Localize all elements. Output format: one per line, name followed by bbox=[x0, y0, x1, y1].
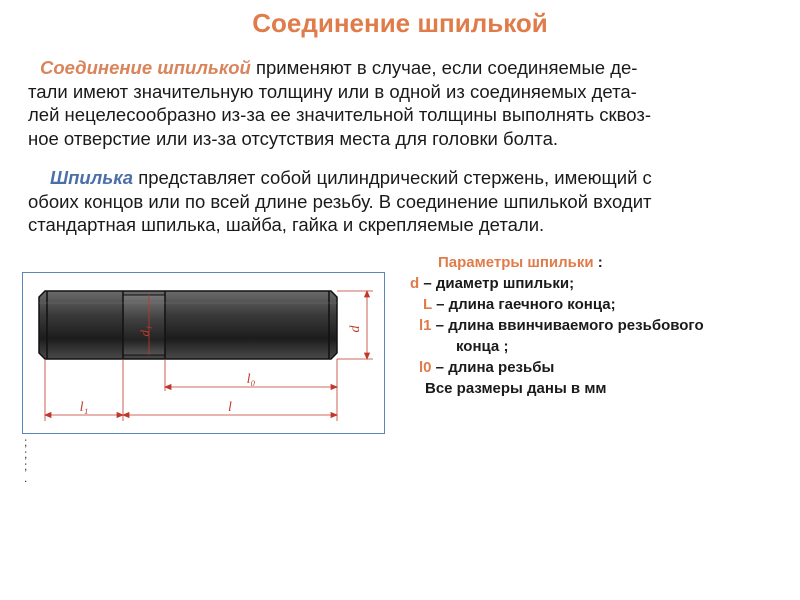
label-l1: l₁ bbox=[79, 400, 89, 415]
label-l0: l₀ bbox=[246, 372, 256, 387]
label-d1: d₁ bbox=[137, 325, 152, 337]
paragraph-line bbox=[28, 166, 778, 190]
punctuation-mark: . bbox=[24, 471, 28, 485]
paragraph-line: лей нецелесообразно из-за ее значительной толщины выполнять сквоз- bbox=[28, 104, 651, 125]
legend-text: – длина ввинчиваемого резьбового bbox=[431, 317, 704, 334]
label-d: d bbox=[348, 325, 363, 333]
legend-item-d bbox=[395, 273, 795, 294]
stud-body bbox=[39, 291, 337, 359]
paragraph-line bbox=[28, 56, 778, 80]
punctuation-mark: ; bbox=[24, 447, 28, 461]
legend-key: l0 bbox=[419, 359, 432, 376]
paragraph-line: тали имеют значительную толщину или в одной из соединяемых дета- bbox=[28, 80, 637, 102]
label-l: l bbox=[228, 400, 232, 415]
legend-heading bbox=[395, 252, 795, 273]
legend-text: – длина гаечного конца; bbox=[431, 296, 616, 313]
legend-item-l1 bbox=[395, 315, 795, 336]
legend-text: – длина резьбы bbox=[431, 359, 555, 376]
paragraph-line: обоих концов или по всей длине резьбу. В соединение шпилькой входит bbox=[28, 190, 652, 212]
paragraph-line: стандартная шпилька, шайба, гайка и скрепляемые детали. bbox=[28, 214, 545, 235]
term-stud: Шпилька bbox=[50, 167, 134, 188]
paragraph-text: применяют в случае, если соединяемые де- bbox=[250, 57, 638, 78]
paragraph-text: представляет собой цилиндрический стержень, имеющий с bbox=[133, 167, 652, 188]
legend-note-units bbox=[395, 378, 795, 399]
legend-item-l1-cont bbox=[395, 336, 795, 357]
legend-text: Все размеры даны в мм bbox=[425, 380, 607, 397]
stud-drawing-svg bbox=[23, 273, 384, 433]
punctuation-mark: ; bbox=[24, 435, 28, 449]
legend-item-l bbox=[395, 294, 795, 315]
legend-text: – диаметр шпильки; bbox=[419, 275, 575, 292]
legend-heading-suffix: : bbox=[593, 254, 603, 271]
legend-key: l1 bbox=[419, 317, 432, 334]
paragraph-stud-definition bbox=[28, 166, 778, 237]
stud-drawing bbox=[22, 272, 385, 434]
legend-key: L bbox=[423, 296, 432, 313]
term-stud-connection: Соединение шпилькой bbox=[40, 57, 251, 78]
parameters-legend bbox=[395, 252, 795, 399]
legend-text: конца ; bbox=[456, 338, 509, 355]
punctuation-mark: ; bbox=[24, 459, 28, 473]
paragraph-line: ное отверстие или из-за отсутствия места для головки болта. bbox=[28, 127, 558, 149]
paragraph-stud-connection bbox=[28, 56, 778, 150]
legend-key: d bbox=[410, 275, 420, 292]
page-title: Соединение шпилькой bbox=[252, 8, 548, 38]
legend-item-l0 bbox=[395, 357, 795, 378]
stray-punctuation bbox=[24, 436, 27, 484]
legend-heading-text: Параметры шпильки bbox=[438, 254, 594, 271]
